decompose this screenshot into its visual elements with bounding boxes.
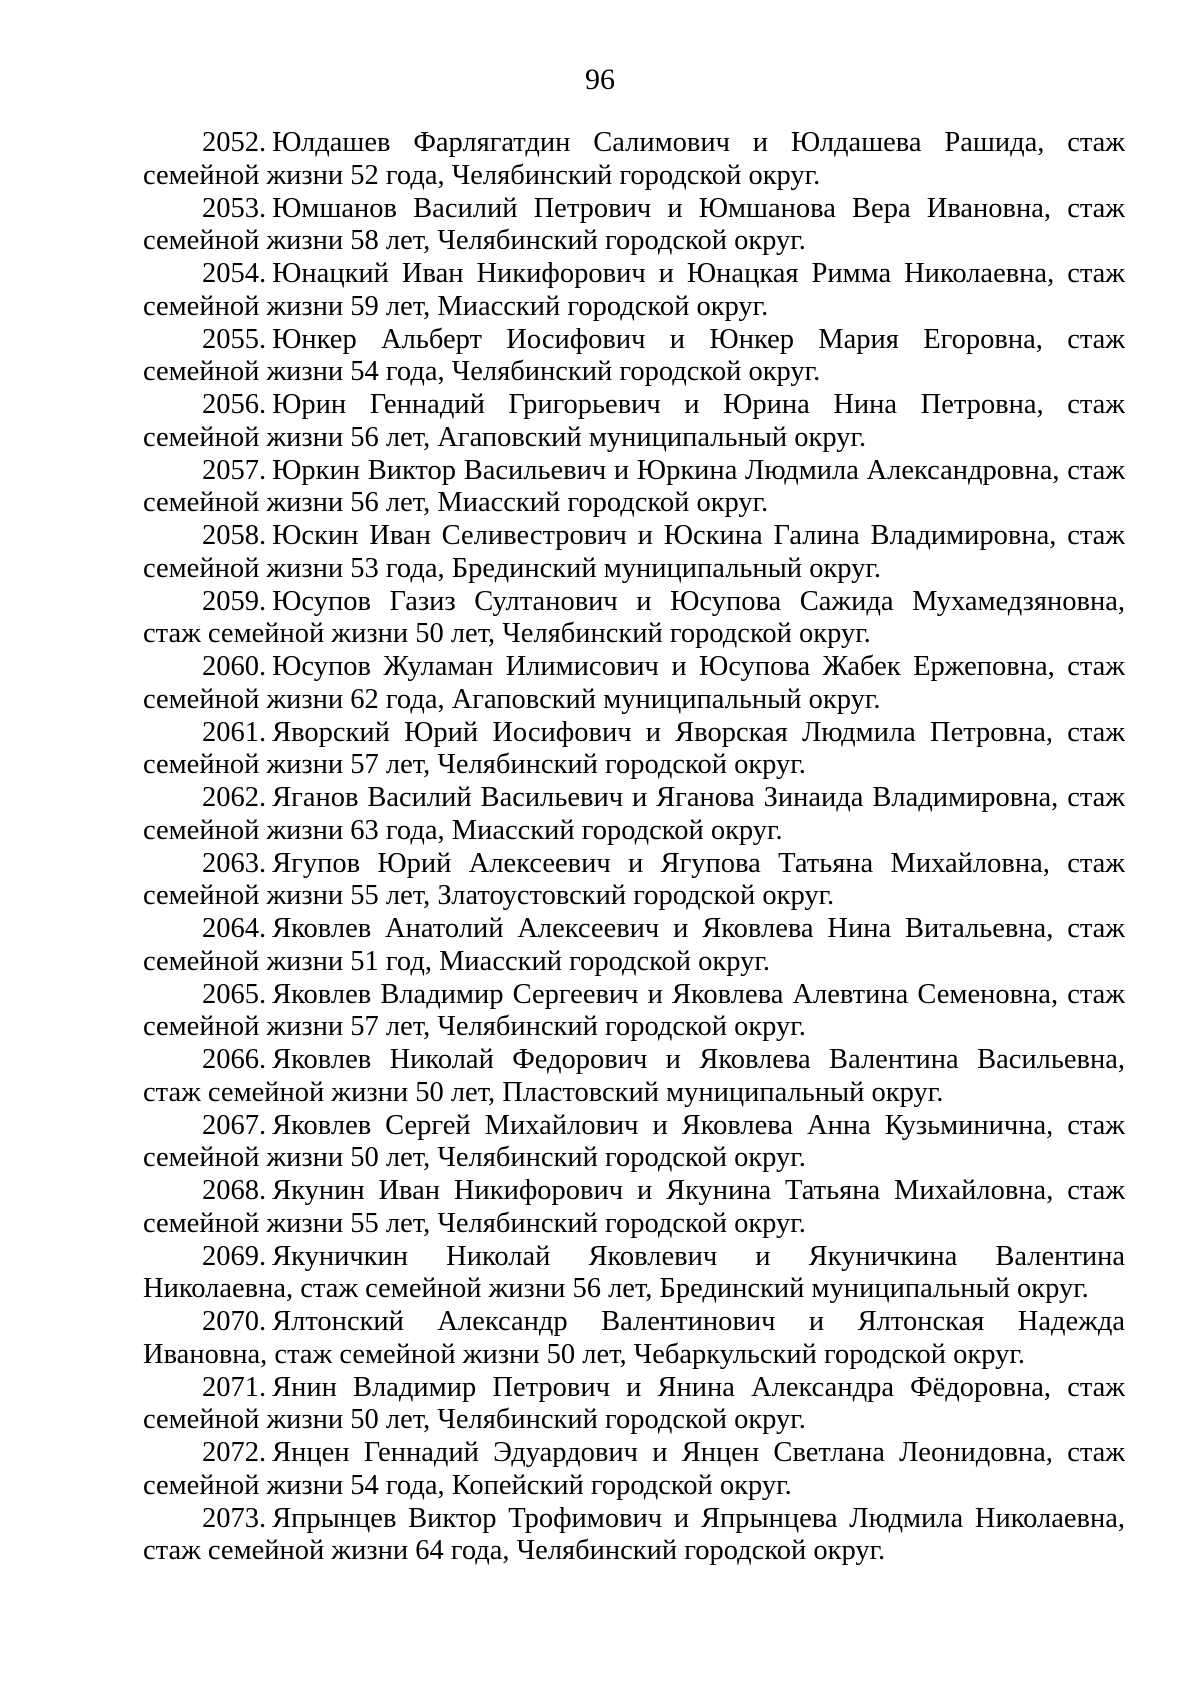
entry-number: 2055. <box>202 323 267 355</box>
entry-text: Яворский Юрий Иосифович и Яворская Людмила Петровна, стаж <box>272 716 1125 748</box>
list-item <box>143 979 1125 1044</box>
entry-continuation: семейной жизни 59 лет, Миасский городской округ. <box>143 290 769 322</box>
entry-first-line <box>143 1372 1125 1405</box>
list-item <box>143 1372 1125 1437</box>
entry-first-line <box>143 979 1125 1012</box>
entry-continuation: Николаевна, стаж семейной жизни 56 лет, Брединский муниципальный округ. <box>143 1273 1089 1304</box>
entry-number: 2057. <box>202 454 267 486</box>
entry-text: Юсупов Газиз Султанович и Юсупова Сажида Мухамедзяновна, <box>272 585 1125 617</box>
entry-first-line <box>143 1044 1125 1077</box>
entry-continuation: семейной жизни 62 года, Агаповский муниципальный округ. <box>143 683 881 715</box>
list-item <box>143 782 1125 847</box>
entry-number: 2058. <box>202 520 267 551</box>
entry-continuation: семейной жизни 56 лет, Агаповский муниципальный округ. <box>143 421 867 453</box>
list-item <box>143 717 1125 782</box>
list-item <box>143 455 1125 520</box>
entry-number: 2054. <box>202 258 267 289</box>
entry-number: 2068. <box>202 1175 267 1206</box>
entry-number: 2056. <box>202 389 267 420</box>
entry-first-line <box>143 389 1125 422</box>
entry-first-line <box>143 1241 1125 1274</box>
entry-continuation: семейной жизни 57 лет, Челябинский городской округ. <box>143 749 806 780</box>
list-item <box>143 1044 1125 1109</box>
entry-first-line <box>143 651 1125 684</box>
list-item <box>143 389 1125 454</box>
entry-continuation: семейной жизни 50 лет, Челябинский городской округ. <box>143 1142 806 1173</box>
list-item <box>143 848 1125 913</box>
list-item <box>143 127 1125 192</box>
list-item <box>143 258 1125 323</box>
entry-text: Якунин Иван Никифорович и Якунина Татьяна Михайловна, стаж <box>272 1175 1125 1206</box>
entry-text: Юмшанов Василий Петрович и Юмшанова Вера Ивановна, стаж <box>272 192 1125 224</box>
entry-number: 2072. <box>202 1437 267 1468</box>
list-item <box>143 1503 1125 1568</box>
entry-continuation: семейной жизни 54 года, Челябинский городской округ. <box>143 356 821 387</box>
entry-number: 2059. <box>202 585 267 617</box>
entry-number: 2066. <box>202 1044 267 1075</box>
entry-text: Яковлев Николай Федорович и Яковлева Валентина Васильевна, <box>272 1044 1125 1075</box>
entry-number: 2069. <box>202 1240 267 1272</box>
list-item <box>143 651 1125 716</box>
list-item <box>143 1437 1125 1502</box>
entry-text: Ялтонский Александр Валентинович и Ялтонская Надежда <box>272 1306 1125 1337</box>
entry-text: Япрынцев Виктор Трофимович и Япрынцева Людмила Николаевна, <box>272 1502 1125 1534</box>
entry-number: 2062. <box>202 782 267 813</box>
list-item <box>143 1306 1125 1371</box>
entry-first-line <box>143 1175 1125 1208</box>
list-item <box>143 520 1125 585</box>
entry-text: Янин Владимир Петрович и Янина Александра Фёдоровна, стаж <box>272 1371 1125 1403</box>
entry-continuation: семейной жизни 51 год, Миасский городской округ. <box>143 945 770 977</box>
list-item <box>143 1175 1125 1240</box>
entry-number: 2070. <box>202 1306 267 1337</box>
entry-first-line <box>143 193 1125 226</box>
entry-text: Юрин Геннадий Григорьевич и Юрина Нина Петровна, стаж <box>272 389 1125 420</box>
entry-number: 2063. <box>202 847 267 879</box>
entry-number: 2073. <box>202 1502 267 1534</box>
entry-first-line <box>143 1503 1125 1536</box>
entry-number: 2052. <box>202 127 267 158</box>
page-number: 96 <box>585 63 615 96</box>
entry-first-line <box>143 127 1125 160</box>
entry-continuation: Ивановна, стаж семейной жизни 50 лет, Чебаркульский городской округ. <box>143 1338 1025 1370</box>
list-item <box>143 913 1125 978</box>
list-item <box>143 193 1125 258</box>
entry-text: Юскин Иван Селивестрович и Юскина Галина Владимировна, стаж <box>272 520 1125 551</box>
list-item <box>143 1110 1125 1175</box>
entry-continuation: семейной жизни 54 года, Копейский городской округ. <box>143 1469 792 1501</box>
entry-first-line <box>143 455 1125 488</box>
entry-text: Якуничкин Николай Яковлевич и Якуничкина Валентина <box>272 1240 1125 1272</box>
entries-list <box>143 127 1125 1568</box>
entry-text: Юркин Виктор Васильевич и Юркина Людмила Александровна, стаж <box>272 454 1125 486</box>
entry-text: Юлдашев Фарлягатдин Салимович и Юлдашева Рашида, стаж <box>272 127 1125 158</box>
entry-text: Юсупов Жуламан Илимисович и Юсупова Жабек Ержеповна, стаж <box>272 651 1125 682</box>
entry-text: Яганов Василий Васильевич и Яганова Зинаида Владимировна, стаж <box>272 782 1125 813</box>
entry-continuation: семейной жизни 53 года, Брединский муниципальный округ. <box>143 552 882 584</box>
entry-continuation: семейной жизни 63 года, Миасский городской округ. <box>143 814 783 846</box>
entry-continuation: семейной жизни 58 лет, Челябинский городской округ. <box>143 225 806 256</box>
entry-number: 2064. <box>202 913 267 944</box>
entry-continuation: стаж семейной жизни 64 года, Челябинский городской округ. <box>143 1535 886 1566</box>
entry-first-line <box>143 520 1125 553</box>
entry-continuation: семейной жизни 55 лет, Златоустовский городской округ. <box>143 880 835 911</box>
entry-first-line <box>143 1306 1125 1339</box>
entry-first-line <box>143 258 1125 291</box>
entry-first-line <box>143 1437 1125 1470</box>
entry-text: Яковлев Сергей Михайлович и Яковлева Анна Кузьминична, стаж <box>272 1109 1125 1141</box>
entry-continuation: семейной жизни 50 лет, Челябинский городской округ. <box>143 1404 806 1435</box>
entry-text: Яковлев Анатолий Алексеевич и Яковлева Нина Витальевна, стаж <box>272 913 1125 944</box>
entry-continuation: семейной жизни 57 лет, Челябинский городской округ. <box>143 1011 806 1042</box>
list-item <box>143 586 1125 651</box>
list-item <box>143 324 1125 389</box>
entry-text: Юнацкий Иван Никифорович и Юнацкая Римма Николаевна, стаж <box>272 258 1125 289</box>
entry-first-line <box>143 848 1125 881</box>
entry-continuation: семейной жизни 56 лет, Миасский городской округ. <box>143 487 769 518</box>
entry-number: 2071. <box>202 1371 267 1403</box>
entry-continuation: стаж семейной жизни 50 лет, Челябинский городской округ. <box>143 618 871 649</box>
entry-first-line <box>143 586 1125 619</box>
entry-number: 2060. <box>202 651 267 682</box>
entry-continuation: стаж семейной жизни 50 лет, Пластовский муниципальный округ. <box>143 1076 944 1108</box>
entry-text: Ягупов Юрий Алексеевич и Ягупова Татьяна Михайловна, стаж <box>272 847 1125 879</box>
entry-first-line <box>143 913 1125 946</box>
entry-text: Янцен Геннадий Эдуардович и Янцен Светлана Леонидовна, стаж <box>272 1437 1125 1468</box>
entry-first-line <box>143 782 1125 815</box>
list-item <box>143 1241 1125 1306</box>
entry-first-line <box>143 717 1125 750</box>
entry-number: 2061. <box>202 716 267 748</box>
entry-text: Юнкер Альберт Иосифович и Юнкер Мария Егоровна, стаж <box>272 323 1125 355</box>
entry-number: 2067. <box>202 1109 267 1141</box>
entry-first-line <box>143 1110 1125 1143</box>
entry-first-line <box>143 324 1125 357</box>
entry-text: Яковлев Владимир Сергеевич и Яковлева Алевтина Семеновна, стаж <box>272 978 1125 1010</box>
entry-continuation: семейной жизни 55 лет, Челябинский городской округ. <box>143 1207 806 1239</box>
entry-number: 2065. <box>202 978 267 1010</box>
entry-continuation: семейной жизни 52 года, Челябинский городской округ. <box>143 159 821 191</box>
entry-number: 2053. <box>202 192 267 224</box>
